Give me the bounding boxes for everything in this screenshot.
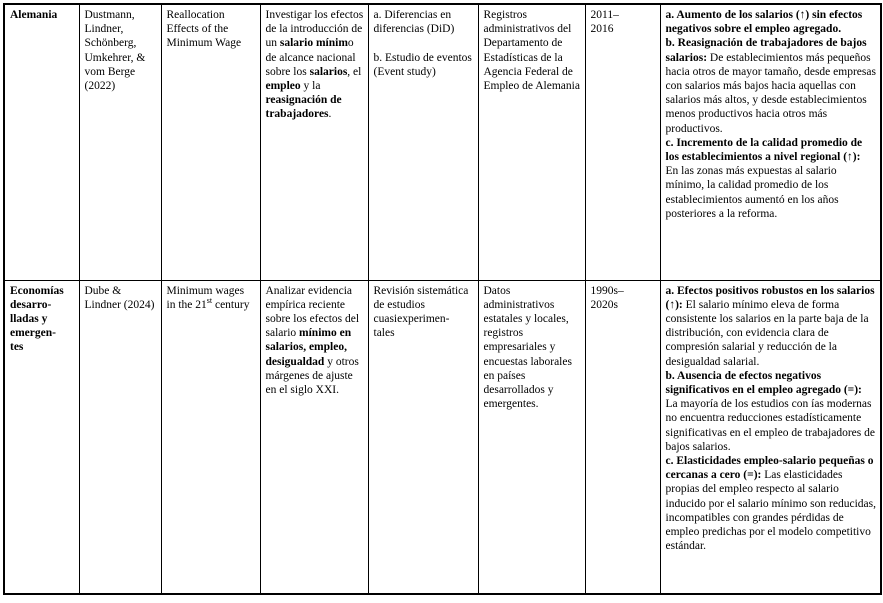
table-row-alemania	[4, 4, 881, 280]
cell-period: 1990s– 2020s	[585, 280, 660, 594]
cell-objective: Analizar evidencia empírica reciente sobre los efectos del salario mínimo en salarios, empleo, desigualdad y otros márgenes de ajuste en el siglo XXI.	[260, 280, 368, 594]
cell-method: Revisión sistemática de estudios cuasiexperimen- tales	[368, 280, 478, 594]
cell-authors: Dustmann, Lindner, Schönberg, Umkehrer, & vom Berge (2022)	[79, 4, 161, 280]
cell-title: Reallocation Effects of the Minimum Wage	[161, 4, 260, 280]
cell-authors: Dube & Lindner (2024)	[79, 280, 161, 594]
cell-region: Economías desarro- lladas y emergen- tes	[4, 280, 79, 594]
cell-title: Minimum wages in the 21st century	[161, 280, 260, 594]
cell-period: 2011– 2016	[585, 4, 660, 280]
cell-findings: a. Efectos positivos robustos en los salarios (↑): El salario mínimo eleva de forma consistente los salarios en la parte baja de la distribución, con evidencia clara de compresión salarial y reducción de la desigualdad salarial. b. Ausencia de efectos negativos significativos en el empleo agregado (=): La mayoría de los estudios con ías modernas no encuentra reducciones estadísticamente significativas en el empleo de trabajadores de bajos salarios. c. Elasticidades empleo-salario pequeñas o cercanas a cero (=): Las elasticidades propias del empleo respecto al salario inducido por el salario mínimo son reducidas, incompatibles con grandes pérdidas de empleo predichas por el modelo competitivo estándar.	[660, 280, 881, 594]
cell-data-source: Datos administrativos estatales y locales, registros empresariales y encuestas laborales en países desarrollados y emergentes.	[478, 280, 585, 594]
cell-region: Alemania	[4, 4, 79, 280]
cell-method: a. Diferencias en diferencias (DiD) b. Estudio de eventos (Event study)	[368, 4, 478, 280]
literature-review-table	[3, 3, 882, 595]
cell-objective: Investigar los efectos de la introducción de un salario mínimo de alcance nacional sobre los salarios, el empleo y la reasignación de trabajadores.	[260, 4, 368, 280]
cell-findings: a. Aumento de los salarios (↑) sin efectos negativos sobre el empleo agregado. b. Reasignación de trabajadores de bajos salarios: De establecimientos más pequeños hacia otros de mayor tamaño, desde empresas con salarios más bajos hacia aquellas con salarios más altos, y desde establecimientos menos productivos hacia otros más productivos. c. Incremento de la calidad promedio de los establecimientos a nivel regional (↑): En las zonas más expuestas al salario mínimo, la calidad promedio de los establecimientos aumentó en los años posteriores a la reforma.	[660, 4, 881, 280]
cell-data-source: Registros administrativos del Departamento de Estadísticas de la Agencia Federal de Empleo de Alemania	[478, 4, 585, 280]
table-row-economias	[4, 280, 881, 594]
